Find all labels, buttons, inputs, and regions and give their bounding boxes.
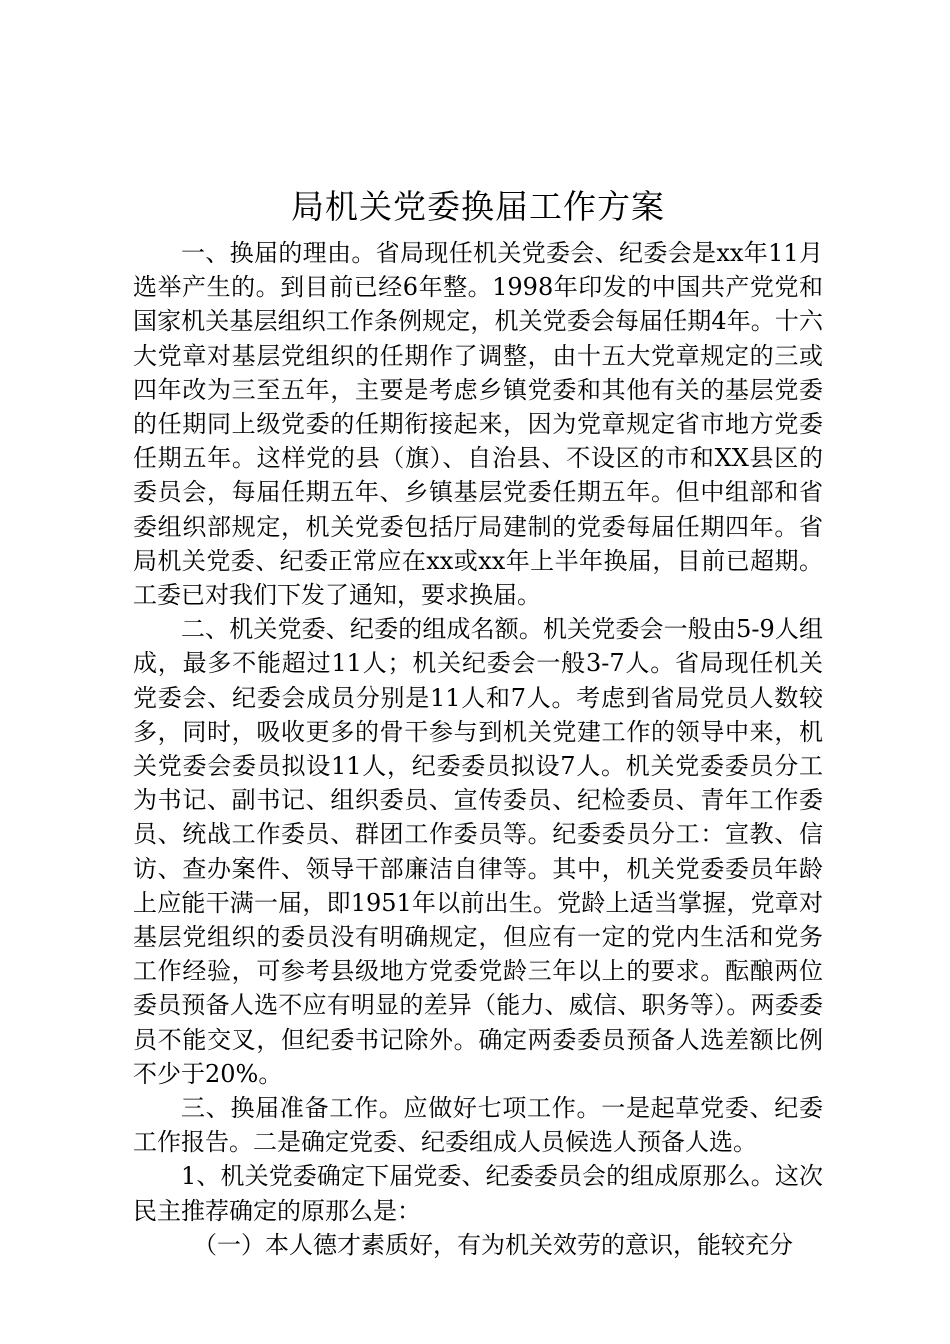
paragraph-preparation: 三、换届准备工作。应做好七项工作。一是起草党委、纪委工作报告。二是确定党委、纪委组成人员候选人预备人选。 bbox=[133, 1094, 823, 1157]
paragraph-composition: 二、机关党委、纪委的组成名额。机关党委会一般由5-9人组成，最多不能超过11人；机关纪委会一般3-7人。省局现任机关党委会、纪委会成员分别是11人和7人。考虑到省局党员人数较多，同时，吸收更多的骨干参与到机关党建工作的领导中来，机关党委会委员拟设11人，纪委委员拟设7人。机关党委委员分工为书记、副书记、组织委员、宣传委员、纪检委员、青年工作委员、统战工作委员、群团工作委员等。纪委委员分工：宣教、信访、查办案件、领导干部廉洁自律等。其中，机关党委委员年龄上应能干满一届，即1951年以前出生。党龄上适当掌握，党章对基层党组织的委员没有明确规定，但应有一定的党内生活和党务工作经验，可参考县级地方党委党龄三年以上的要求。酝酿两位委员预备人选不应有明显的差异（能力、威信、职务等）。两委委员不能交叉，但纪委书记除外。确定两委委员预备人选差额比例不少于20%。 bbox=[133, 615, 823, 1088]
paragraph-principle: 1、机关党委确定下届党委、纪委委员会的组成原那么。这次民主推荐确定的原那么是： bbox=[133, 1162, 823, 1225]
document-title: 局机关党委换届工作方案 bbox=[291, 187, 665, 226]
paragraph-item-one: （一）本人德才素质好，有为机关效劳的意识，能较充分 bbox=[193, 1230, 793, 1259]
document-page bbox=[133, 184, 823, 1262]
paragraph-reasons: 一、换届的理由。省局现任机关党委会、纪委会是xx年11月选举产生的。到目前已经6年整。1998年印发的中国共产党党和国家机关基层组织工作条例规定，机关党委会每届任期4年。十六大党章对基层党组织的任期作了调整，由十五大党章规定的三或四年改为三至五年，主要是考虑乡镇党委和其他有关的基层党委的任期同上级党委的任期衔接起来，因为党章规定省市地方党委任期五年。这样党的县（旗）、自治县、不设区的市和XX县区的委员会，每届任期五年、乡镇基层党委任期五年。但中组部和省委组织部规定，机关党委包括厅局建制的党委每届任期四年。省局机关党委、纪委正常应在xx或xx年上半年换届，目前已超期。工委已对我们下发了通知，要求换届。 bbox=[133, 239, 823, 610]
